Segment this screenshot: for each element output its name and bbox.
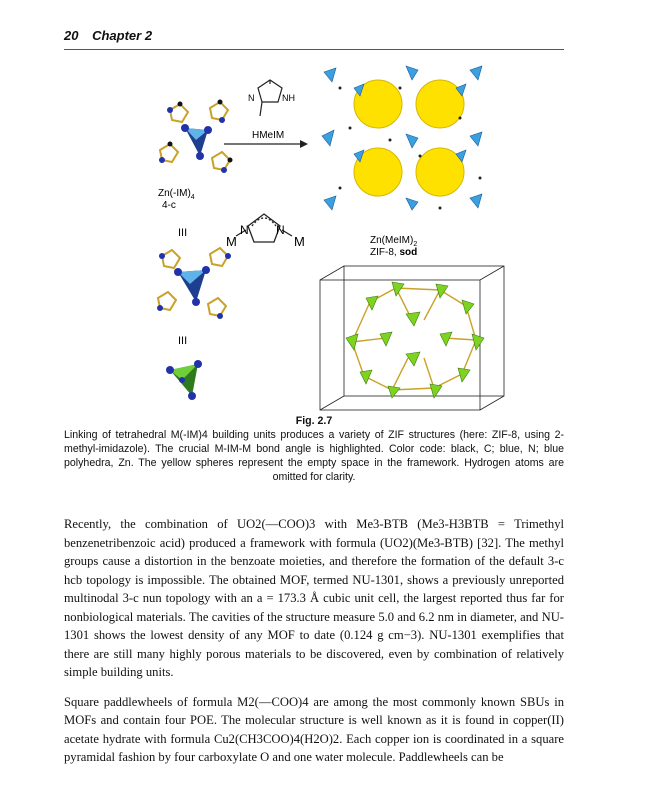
label-hmeim: HMeIM [252,130,285,141]
label-n-left: N [240,223,249,237]
equivalence-mark-1: III [178,227,188,239]
header-rule [64,49,564,50]
page-number: 20 [64,28,79,43]
figure-caption [64,414,564,484]
figure-2-7 [140,58,570,418]
paragraph-1: Recently, the combination of UO2(—COO)3 with Me3-BTB (Me3-H3BTB = Trimethyl benzenetribenzoic acid) produced a framework with formula (UO2)(Me3-BTB) [32]. The methyl groups cause a distortion in the benzoate moieties, and therefore the formation of the default 3-c hcb topology is impossible. The obtained MOF, termed NU-1301, shows a previously unreported multinodal 3-c nun topology with an a = 173.3 Å cubic unit cell, the largest reported thus far for nonbiological materials. The cavities of the structure measure 5.0 and 6.2 nm in diameter, and NU-1301 shows the lowest density of any MOF to date (0.124 g cm−3). NU-1301 exemplifies that there are still many highly porous materials to be discovered, even by combination of relatively simple building units. [64,517,564,679]
label-zn-im-sub: 4 [190,194,195,201]
label-sod: sod [399,247,418,258]
reaction-arrow [224,140,308,148]
caption-title: Fig. 2.7 [295,415,333,427]
label-4c: 4-c [162,200,176,211]
label-n-right: N [276,223,285,237]
label-m-left: M [226,234,237,249]
label-m-right: M [294,234,305,249]
label-zif-name: ZIF-8, [370,247,400,258]
svg-text:ZIF-8, sod [370,247,417,258]
running-header [64,28,152,43]
body-text [64,515,564,778]
sod-cage-diagram [320,266,504,410]
label-nh: NH [282,93,295,103]
label-zif-formula-sub: 2 [413,241,418,248]
zn-tetrahedron-cluster-icon [157,248,231,319]
zn-im4-cluster-icon [159,100,233,174]
label-zif-formula: Zn(MeIM) [370,235,414,246]
label-zn-im: Zn(-IM) [158,188,191,199]
equivalence-mark-2: III [178,335,188,347]
caption-text: Linking of tetrahedral M(-IM)4 building units produces a variety of ZIF structures (here: ZIF-8, using 2-methyl-imidazole). The crucial M-IM-M bond angle is highlighted. Color code: black, C; blue, N; blue polyhedra, Zn. The yellow spheres represent the empty space in the framework. Hydrogen atoms are omitted for clarity. [64,429,564,483]
hmeim-molecule-icon [258,80,282,116]
paragraph-2: Square paddlewheels of formula M2(—COO)4 are among the most commonly known SBUs in MOFs and contain four POE. The molecular structure is well known as it is found in copper(II) acetate hydrate with formula Cu2(CH3COO)4(H2O)2. Each copper ion is coordinated in a square pyramidal fashion by four carboxylate O and one water molecule. Paddlewheels can be [64,694,564,764]
green-tetrahedron-icon [166,360,202,400]
zif8-framework-image [320,62,560,212]
chapter-title: Chapter 2 [92,28,153,43]
label-n: N [248,93,255,103]
